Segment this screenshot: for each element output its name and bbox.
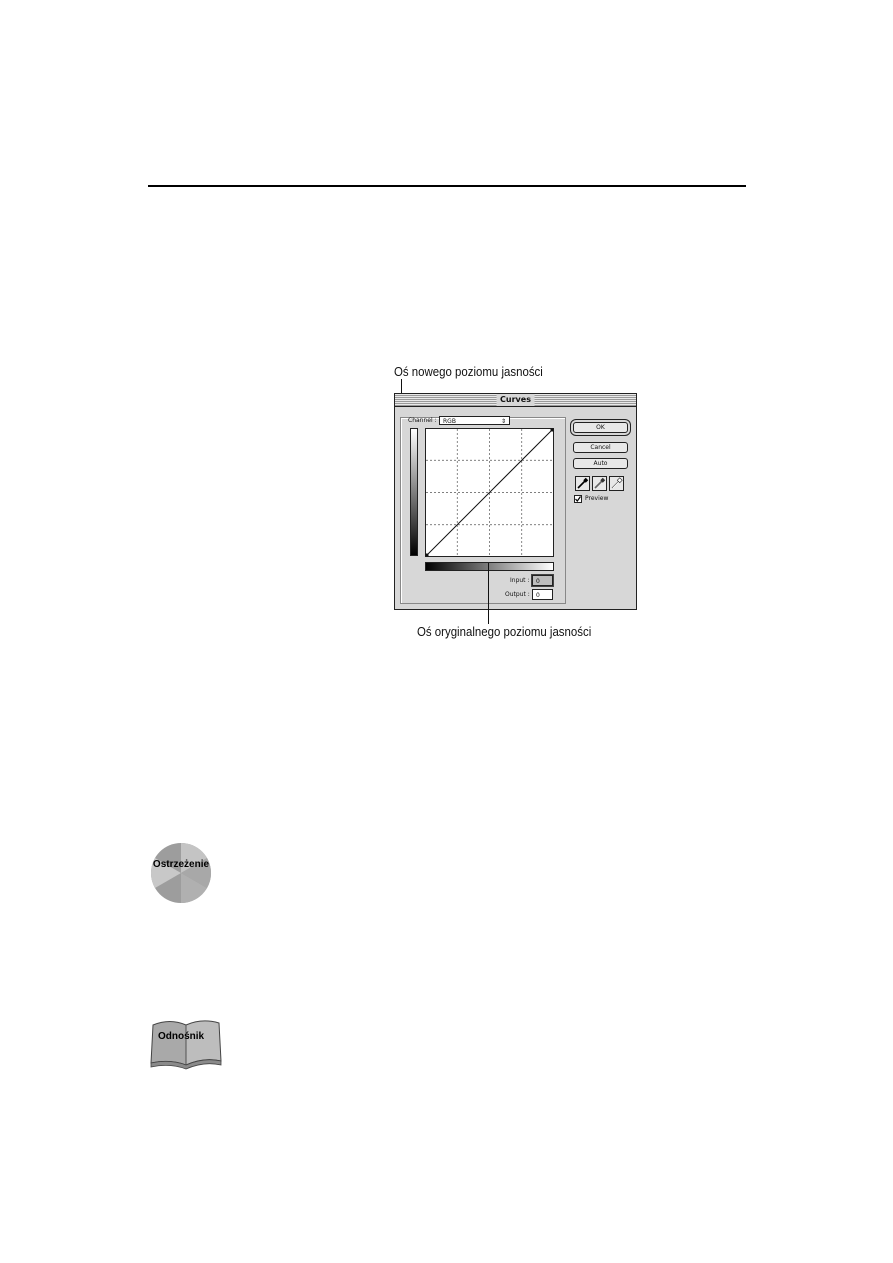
checkmark-icon bbox=[575, 496, 581, 502]
channel-select[interactable] bbox=[439, 416, 510, 425]
updown-arrow-icon: ⇕ bbox=[500, 418, 506, 425]
output-field[interactable]: 0 bbox=[532, 589, 553, 600]
gray-eyedropper-button[interactable] bbox=[592, 476, 607, 491]
dialog-title: Curves bbox=[496, 394, 535, 406]
callout-leader-bottom bbox=[488, 563, 489, 624]
input-label: Input : bbox=[510, 577, 530, 584]
white-eyedropper-button[interactable] bbox=[609, 476, 624, 491]
ok-button[interactable]: OK bbox=[573, 422, 628, 433]
warning-disc-icon bbox=[150, 842, 212, 904]
channel-label: Channel : bbox=[408, 417, 437, 424]
dialog-titlebar[interactable] bbox=[395, 394, 636, 407]
curves-dialog bbox=[394, 393, 637, 610]
output-label: Output : bbox=[505, 591, 530, 598]
eyedropper-gray-icon bbox=[593, 477, 606, 490]
preview-checkbox[interactable] bbox=[574, 495, 582, 503]
reference-badge bbox=[148, 1015, 224, 1070]
channel-select-value: RGB bbox=[443, 418, 456, 425]
black-eyedropper-button[interactable] bbox=[575, 476, 590, 491]
callout-original-brightness-axis: Oś oryginalnego poziomu jasności bbox=[417, 624, 592, 639]
input-field[interactable]: 0 bbox=[532, 575, 553, 586]
cancel-button[interactable]: Cancel bbox=[573, 442, 628, 453]
curve-graph[interactable] bbox=[425, 428, 554, 557]
warning-badge bbox=[150, 842, 212, 904]
eyedropper-white-icon bbox=[610, 477, 623, 490]
warning-badge-label: Ostrzeżenie bbox=[152, 859, 210, 870]
preview-label: Preview bbox=[585, 495, 609, 502]
callout-new-brightness-axis: Oś nowego poziomu jasności bbox=[394, 364, 543, 379]
open-book-icon bbox=[148, 1015, 224, 1070]
eyedropper-black-icon bbox=[576, 477, 589, 490]
auto-button[interactable]: Auto bbox=[573, 458, 628, 469]
input-gradient-bar bbox=[425, 562, 554, 571]
header-rule bbox=[148, 185, 746, 187]
output-gradient-bar bbox=[410, 428, 418, 556]
curve-point-white[interactable] bbox=[551, 429, 554, 432]
reference-badge-label: Odnośnik bbox=[158, 1031, 205, 1042]
curve-point-black[interactable] bbox=[426, 554, 429, 557]
